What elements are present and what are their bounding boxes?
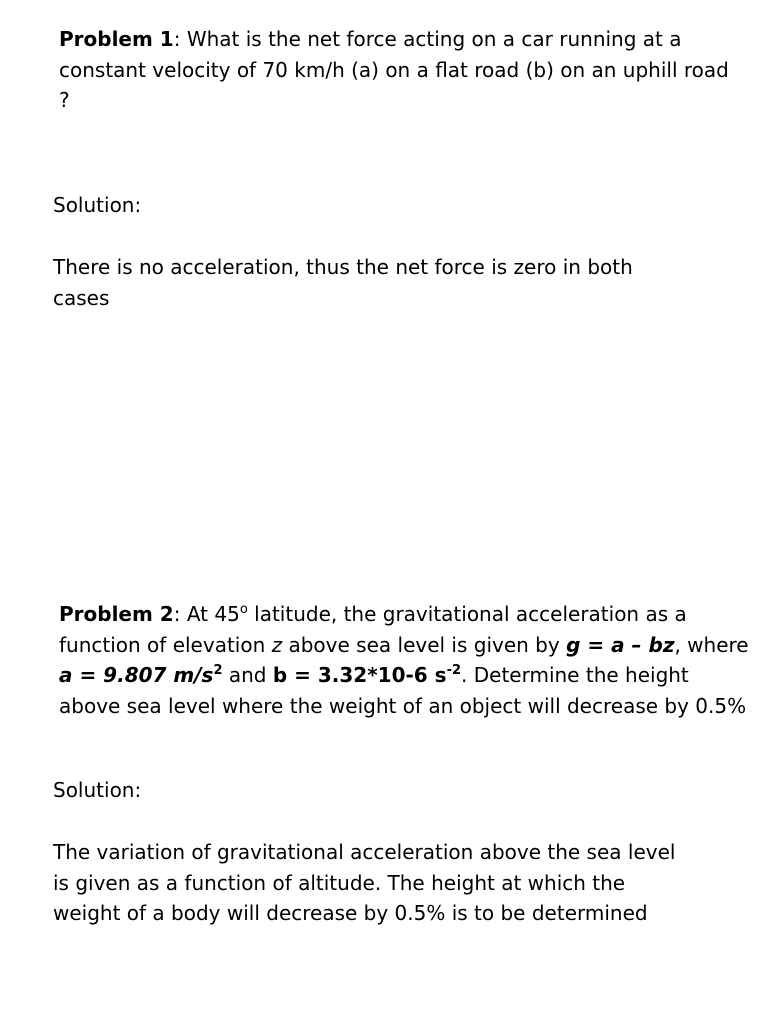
constant-b: b = 3.32*10-6 s: [272, 663, 447, 687]
problem-2-text: [59, 599, 749, 721]
degree-symbol: o: [239, 601, 248, 617]
problem-2-part-3: above sea level is given by: [282, 632, 567, 657]
problem-2-part-6: . Determine the height above sea level where the weight of an object will decrease by 0.5%: [59, 663, 747, 718]
solution-1-heading: Solution:: [53, 193, 142, 217]
constant-a-exponent: 2: [213, 662, 223, 678]
problem-2-part-5: and: [222, 663, 273, 687]
problem-1-colon: :: [173, 27, 181, 51]
problem-2-part-1: At 45: [180, 602, 240, 626]
gravity-formula: g = a – bz: [566, 632, 675, 657]
problem-2-colon: :: [173, 602, 181, 626]
problem-1-question: What is the net force acting on a car running at a constant velocity of 70 km/h (a) on a flat road (b) on an uphill road ?: [59, 27, 729, 112]
problem-2-part-4: , where: [674, 632, 749, 657]
problem-1-label: Problem 1: [59, 27, 174, 51]
problem-2-part-2: latitude, the gravitational acceleration as a function of elevation: [59, 602, 687, 657]
constant-a: a = 9.807 m/s: [59, 663, 214, 687]
solution-2-heading: Solution:: [53, 778, 142, 802]
problem-1-text: [59, 24, 739, 116]
constant-b-exponent: -2: [446, 662, 462, 678]
solution-1-text: There is no acceleration, thus the net force is zero in both cases: [53, 255, 633, 310]
elevation-variable: z: [271, 632, 283, 657]
problem-2-label: Problem 2: [59, 602, 174, 626]
solution-2-text: The variation of gravitational acceleration above the sea level is given as a function of altitude. The height at which the weight of a body will decrease by 0.5% is to be determined: [53, 840, 676, 925]
